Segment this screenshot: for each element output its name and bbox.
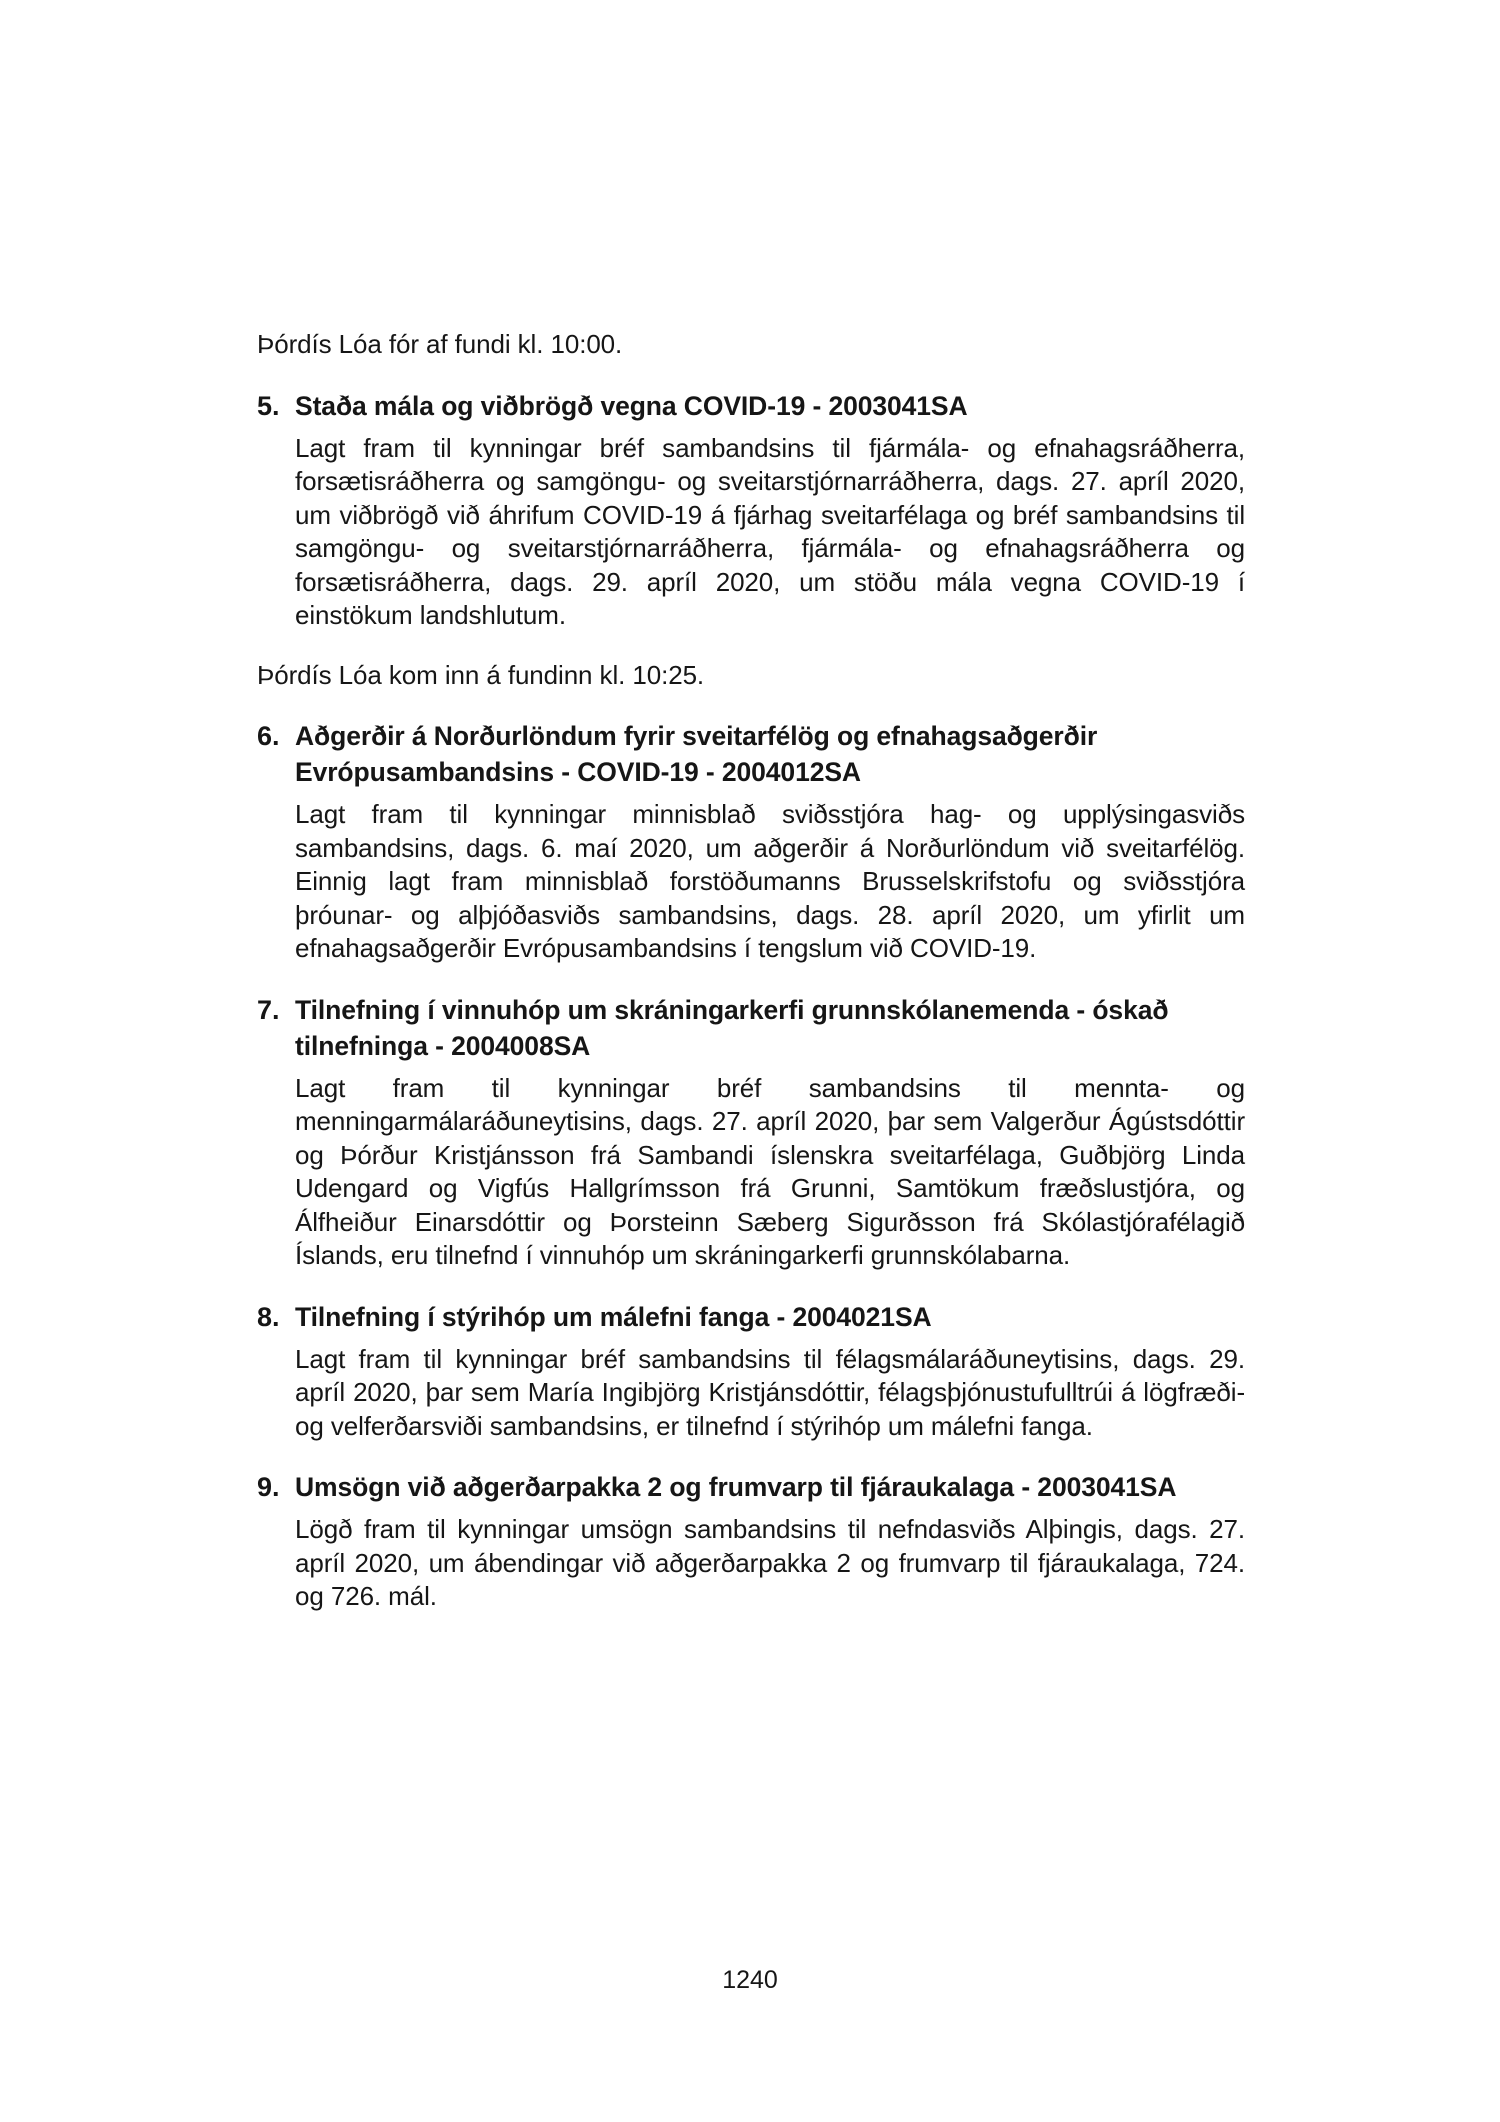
agenda-item-content	[295, 1469, 1245, 1614]
agenda-item-title: Tilnefning í vinnuhóp um skráningarkerfi grunnskólanemenda - óskað tilnefninga - 2004008SA	[295, 994, 1169, 1061]
agenda-item-8	[257, 1299, 1245, 1444]
agenda-item-content	[295, 388, 1245, 633]
meeting-note-departure: Þórdís Lóa fór af fundi kl. 10:00.	[257, 329, 623, 359]
meeting-note-arrival: Þórdís Lóa kom inn á fundinn kl. 10:25.	[257, 659, 705, 690]
agenda-item-7	[257, 992, 1245, 1273]
agenda-item-number: 8.	[257, 1301, 280, 1332]
agenda-item-5	[257, 388, 1245, 633]
agenda-item-body: Lagt fram til kynningar minnisblað sviðsstjóra hag- og upplýsingasviðs sambandsins, dags. 6. maí 2020, um aðgerðir á Norðurlöndum við sveitarfélög. Einnig lagt fram minnisblað forstöðumanns Brusselskrifstofu og sviðsstjóra þróunar- og alþjóðasviðs sambandsins, dags. 28. apríl 2020, um yfirlit um efnahagsaðgerðir Evrópusambandsins í tengslum við COVID-19.	[295, 799, 1245, 963]
agenda-item-9	[257, 1469, 1245, 1614]
agenda-item-content	[295, 992, 1245, 1273]
agenda-item-content	[295, 1299, 1245, 1444]
agenda-item-body: Lögð fram til kynningar umsögn sambandsins til nefndasviðs Alþingis, dags. 27. apríl 2020, um ábendingar við aðgerðarpakka 2 og frumvarp til fjáraukalaga, 724. og 726. mál.	[295, 1514, 1245, 1611]
agenda-item-title: Umsögn við aðgerðarpakka 2 og frumvarp til fjáraukalaga - 2003041SA	[295, 1472, 1177, 1502]
agenda-item-number: 7.	[257, 994, 280, 1025]
agenda-item-title: Staða mála og viðbrögð vegna COVID-19 - 2003041SA	[295, 390, 968, 421]
agenda-item-title: Aðgerðir á Norðurlöndum fyrir sveitarfélög og efnahagsaðgerðir Evrópusambandsins - COVID-19 - 2004012SA	[295, 721, 1098, 787]
agenda-item-body: Lagt fram til kynningar bréf sambandsins til fjármála- og efnahagsráðherra, forsætisráðherra og samgöngu- og sveitarstjórnarráðherra, dags. 27. apríl 2020, um viðbrögð við áhrifum COVID-19 á fjárhag sveitarfélaga og bréf sambandsins til samgöngu- og sveitarstjórnarráðherra, fjármála- og efnahagsráðherra og forsætisráðherra, dags. 29. apríl 2020, um stöðu mála vegna COVID-19 í einstökum landshlutum.	[295, 432, 1245, 630]
document-content	[257, 328, 1245, 1640]
agenda-item-6	[257, 718, 1245, 966]
agenda-item-number: 6.	[257, 721, 280, 751]
agenda-item-number: 5.	[257, 390, 280, 421]
agenda-item-number: 9.	[257, 1472, 280, 1502]
agenda-item-body: Lagt fram til kynningar bréf sambandsins til félagsmálaráðuneytisins, dags. 29. apríl 2020, þar sem María Ingibjörg Kristjánsdóttir, félagsþjónustufulltrúi á lögfræði- og velferðarsviði sambandsins, er tilnefnd í stýrihóp um málefni fanga.	[295, 1343, 1245, 1441]
agenda-item-body: Lagt fram til kynningar bréf sambandsins til mennta- og menningarmálaráðuneytisins, dags. 27. apríl 2020, þar sem Valgerður Ágústsdóttir og Þórður Kristjánsson frá Sambandi íslenskra sveitarfélaga, Guðbjörg Linda Udengard og Vigfús Hallgrímsson frá Grunni, Samtökum fræðslustjóra, og Álfheiður Einarsdóttir og Þorsteinn Sæberg Sigurðsson frá Skólastjórafélagið Íslands, eru tilnefnd í vinnuhóp um skráningarkerfi grunnskólabarna.	[295, 1072, 1245, 1270]
agenda-item-title: Tilnefning í stýrihóp um málefni fanga - 2004021SA	[295, 1301, 932, 1332]
agenda-item-content	[295, 718, 1245, 966]
page-number: 1240	[722, 1966, 778, 1994]
